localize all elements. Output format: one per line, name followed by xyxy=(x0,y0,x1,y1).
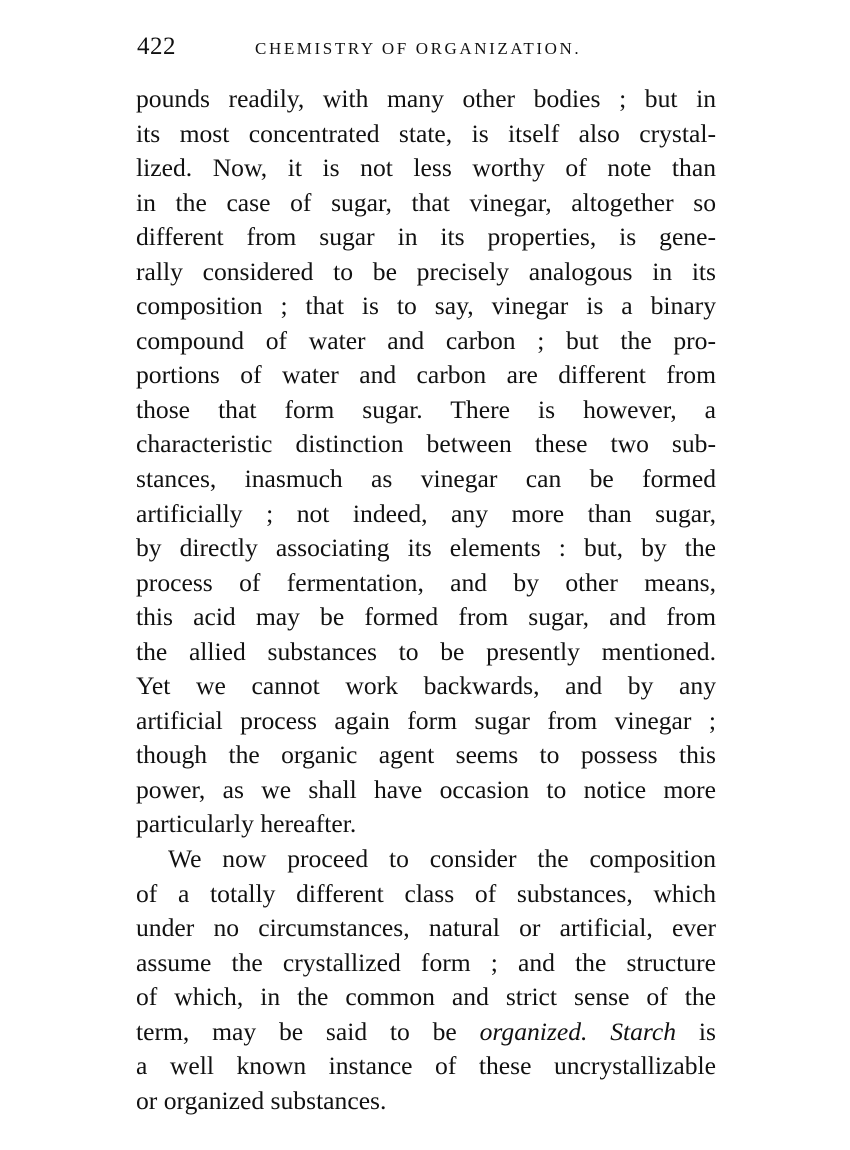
text-line: Yet we cannot work backwards, and by any xyxy=(136,671,716,701)
text-line: compound of water and carbon ; but the pro- xyxy=(136,325,716,355)
page-header xyxy=(137,33,717,73)
text-line: composition ; that is to say, vinegar is a binary xyxy=(136,291,716,321)
paragraph-2 xyxy=(136,842,716,1118)
text-segment: is xyxy=(698,1016,716,1046)
text-line: pounds readily, with many other bodies ; but in xyxy=(136,84,716,113)
text-line: artificially ; not indeed, any more than sugar, xyxy=(136,498,716,528)
page-number: 422 xyxy=(137,33,176,60)
text-line: though the organic agent seems to possess this xyxy=(136,740,716,770)
body-text xyxy=(136,82,716,1118)
italic-term-organized: organized. xyxy=(479,1016,588,1046)
text-line: assume the crystallized form ; and the structure xyxy=(136,947,716,977)
text-line: or organized substances. xyxy=(136,1085,387,1115)
paragraph-1 xyxy=(136,82,716,842)
text-segment: term, may be said to be xyxy=(136,1016,457,1046)
text-line: process of fermentation, and by other means, xyxy=(136,567,716,597)
text-line: We now proceed to consider the composition xyxy=(168,844,716,874)
text-line: stances, inasmuch as vinegar can be formed xyxy=(136,464,716,494)
text-line: artificial process again form sugar from vinegar ; xyxy=(136,705,716,735)
text-line: in the case of sugar, that vinegar, altogether so xyxy=(136,187,716,217)
text-line: by directly associating its elements : but, by the xyxy=(136,533,716,563)
text-line: of which, in the common and strict sense of the xyxy=(136,982,716,1012)
text-line: of a totally different class of substances, which xyxy=(136,878,716,908)
text-line: under no circumstances, natural or artificial, ever xyxy=(136,913,716,943)
text-line-with-italics xyxy=(136,1015,716,1050)
italic-term-starch: Starch xyxy=(610,1016,677,1046)
text-line: different from sugar in its properties, is gene- xyxy=(136,222,716,252)
text-line: rally considered to be precisely analogous in its xyxy=(136,256,716,286)
text-line: those that form sugar. There is however, a xyxy=(136,394,716,424)
text-line: a well known instance of these uncrystallizable xyxy=(136,1051,716,1081)
text-line: particularly hereafter. xyxy=(136,809,357,839)
text-line: power, as we shall have occasion to notice more xyxy=(136,774,716,804)
text-line: the allied substances to be presently mentioned. xyxy=(136,636,716,666)
text-line: this acid may be formed from sugar, and from xyxy=(136,602,716,632)
text-line: lized. Now, it is not less worthy of note than xyxy=(136,153,716,183)
running-head: CHEMISTRY OF ORGANIZATION. xyxy=(255,39,582,58)
text-line: portions of water and carbon are different from xyxy=(136,360,716,390)
text-line: characteristic distinction between these two sub- xyxy=(136,429,716,459)
text-line: its most concentrated state, is itself also crystal- xyxy=(136,118,716,148)
